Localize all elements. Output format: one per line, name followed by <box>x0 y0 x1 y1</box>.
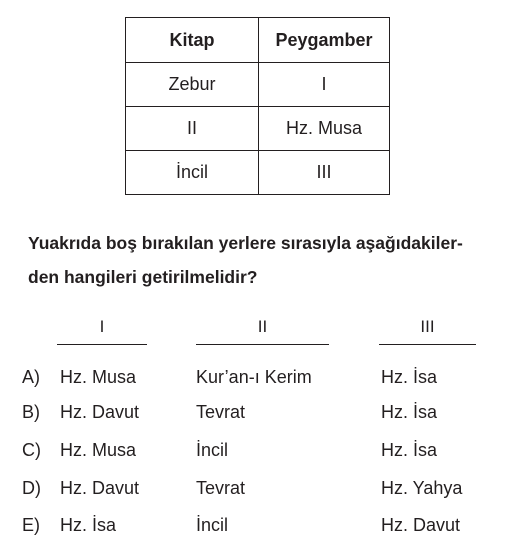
table-row <box>126 63 390 107</box>
option-d[interactable] <box>0 478 511 508</box>
table-row <box>126 107 390 151</box>
table-cell: II <box>126 107 259 151</box>
option-answer-ii: Tevrat <box>196 402 246 422</box>
option-c[interactable] <box>0 440 511 470</box>
option-answer-iii: Hz. Yahya <box>381 478 463 498</box>
option-letter: E) <box>22 515 40 535</box>
table-cell: Hz. Musa <box>259 107 390 151</box>
option-answer-iii: Hz. İsa <box>381 440 438 460</box>
option-e[interactable] <box>0 515 511 545</box>
column-header-ii: II <box>196 317 329 345</box>
option-answer-iii: Hz. Davut <box>381 515 461 535</box>
option-answer-i: Hz. Musa <box>60 440 137 460</box>
table-cell: III <box>259 151 390 195</box>
question-line: den hangileri getirilmelidir? <box>28 267 258 287</box>
option-answer-ii: Kur’an-ı Kerim <box>196 367 312 387</box>
option-a[interactable] <box>0 367 511 397</box>
option-letter: B) <box>22 402 40 422</box>
option-answer-iii: Hz. İsa <box>381 367 438 387</box>
table-row <box>126 151 390 195</box>
option-letter: C) <box>22 440 41 460</box>
table-header-row <box>126 18 390 63</box>
option-answer-ii: İncil <box>196 515 229 535</box>
question-text <box>28 226 506 294</box>
option-b[interactable] <box>0 402 511 432</box>
table-cell: İncil <box>126 151 259 195</box>
table-header-kitap: Kitap <box>126 18 259 63</box>
option-answer-i: Hz. Davut <box>60 478 140 498</box>
option-answer-i: Hz. Davut <box>60 402 140 422</box>
option-answer-ii: Tevrat <box>196 478 246 498</box>
option-answer-i: Hz. Musa <box>60 367 137 387</box>
column-header-iii: III <box>379 317 476 345</box>
table-cell: I <box>259 63 390 107</box>
book-prophet-table <box>125 17 390 195</box>
question-line: Yuakrıda boş bırakılan yerlere sırasıyla aşağıdakiler- <box>28 233 463 253</box>
column-header-i: I <box>57 317 147 345</box>
option-letter: A) <box>22 367 40 387</box>
option-answer-i: Hz. İsa <box>60 515 117 535</box>
option-answer-iii: Hz. İsa <box>381 402 438 422</box>
table-cell: Zebur <box>126 63 259 107</box>
option-answer-ii: İncil <box>196 440 229 460</box>
option-letter: D) <box>22 478 41 498</box>
table-header-peygamber: Peygamber <box>259 18 390 63</box>
